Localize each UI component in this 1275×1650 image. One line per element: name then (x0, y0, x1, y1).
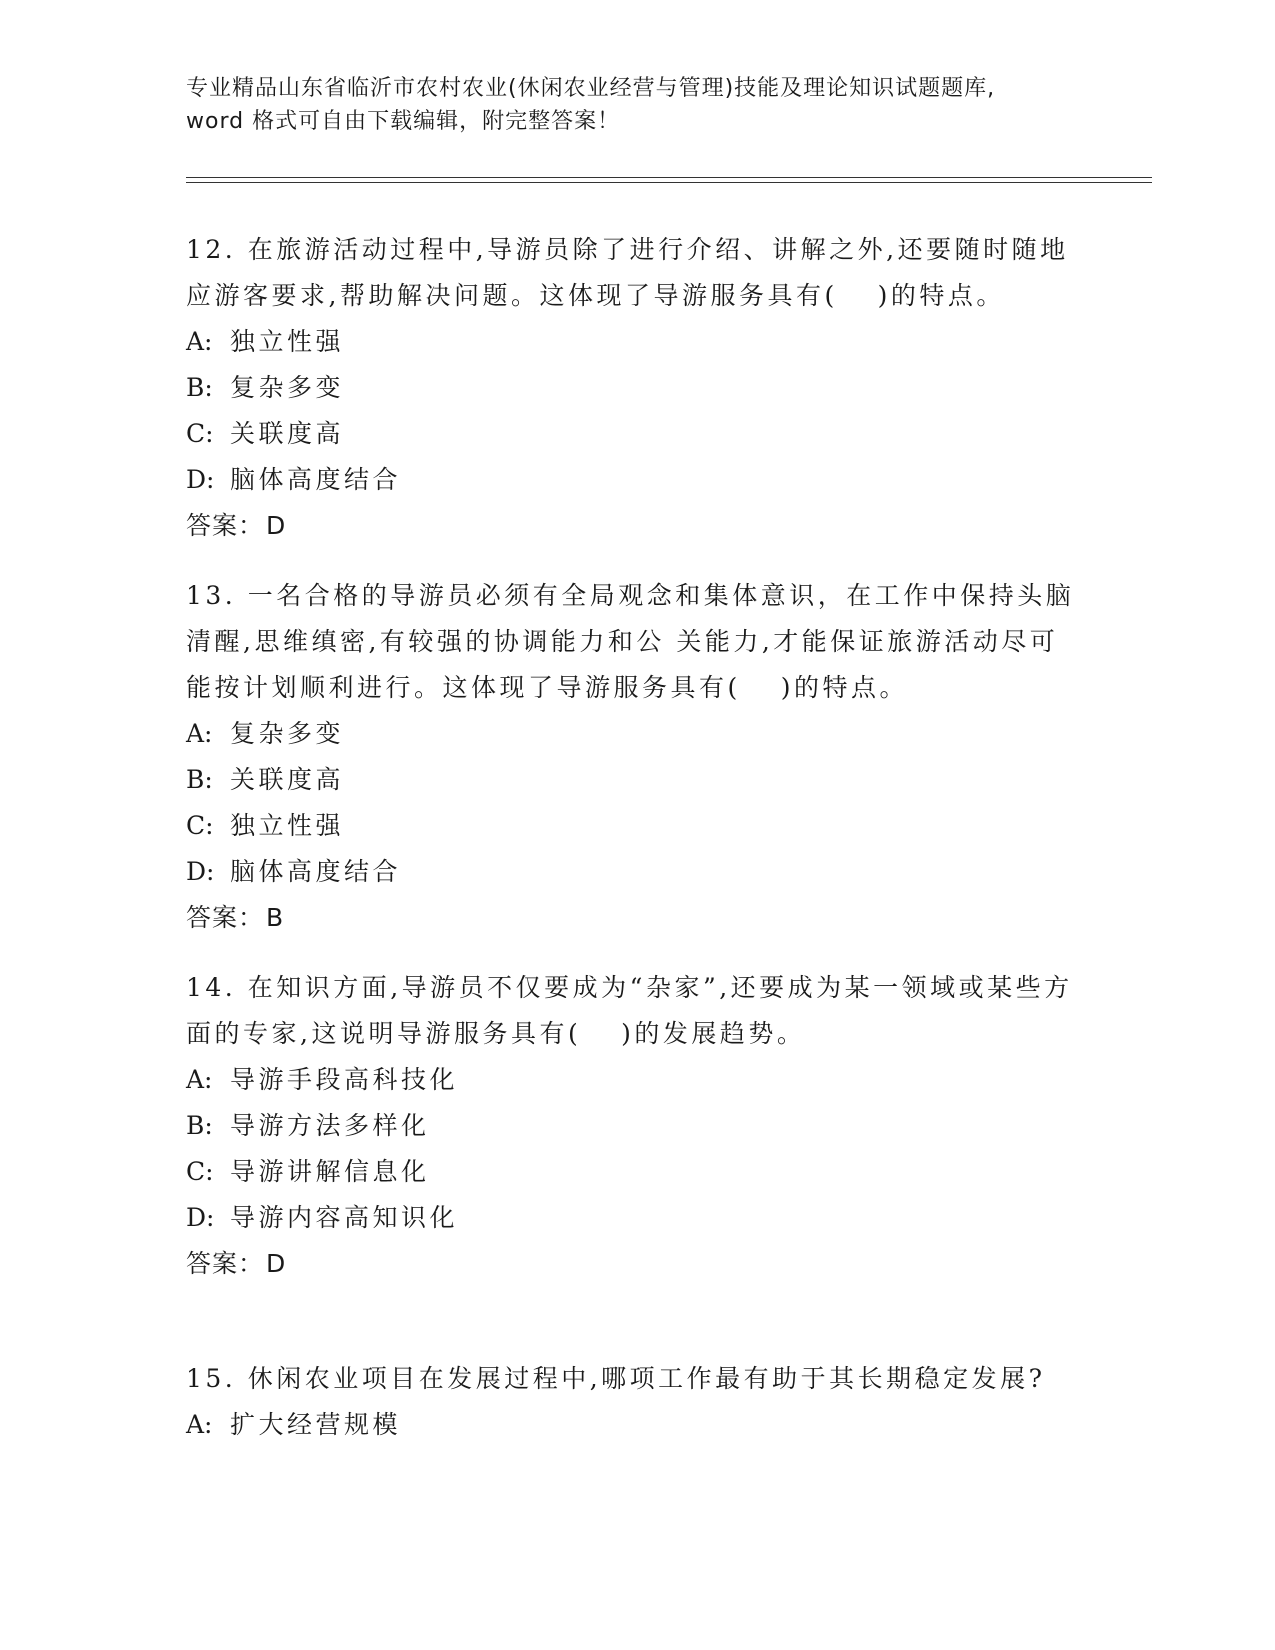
question-14 (186, 965, 1086, 1287)
question-text: 一名合格的导游员必须有全局观念和集体意识，在工作中保持头脑清醒,思维缜密,有较强的协调能力和公 关能力,才能保证旅游活动尽可能按计划顺利进行。这体现了导游服务具有( )的特点。 (186, 581, 1075, 702)
option-a (186, 319, 1086, 365)
question-stem (186, 573, 1086, 711)
document-header (186, 72, 1086, 138)
option-b (186, 365, 1086, 411)
answer-line (186, 503, 1086, 549)
option-label: D: (186, 857, 215, 886)
option-text: 扩大经营规模 (230, 1410, 402, 1439)
option-label: A: (186, 719, 213, 748)
option-b (186, 1103, 1086, 1149)
question-13 (186, 573, 1086, 941)
header-divider-top (186, 177, 1152, 178)
answer-value: D (266, 511, 287, 540)
answer-label: 答案： (186, 511, 265, 540)
option-c (186, 1149, 1086, 1195)
answer-value: B (266, 903, 285, 932)
option-a (186, 711, 1086, 757)
answer-label: 答案： (186, 903, 265, 932)
option-label: A: (186, 1410, 213, 1439)
answer-line (186, 1241, 1086, 1287)
question-stem (186, 227, 1086, 319)
question-number: 12. (186, 235, 237, 264)
header-line-1: 专业精品山东省临沂市农村农业(休闲农业经营与管理)技能及理论知识试题题库, (186, 76, 996, 101)
question-text: 在知识方面,导游员不仅要成为“杂家”,还要成为某一领域或某些方面的专家,这说明导游服务具有( )的发展趋势。 (186, 973, 1073, 1048)
answer-value: D (266, 1249, 287, 1278)
question-stem (186, 1356, 1086, 1402)
question-15 (186, 1356, 1086, 1448)
option-label: A: (186, 327, 213, 356)
option-c (186, 803, 1086, 849)
option-text: 独立性强 (230, 811, 345, 840)
header-line-2: word 格式可自由下载编辑，附完整答案！ (186, 109, 621, 134)
option-text: 导游手段高科技化 (230, 1065, 459, 1094)
option-label: D: (186, 1203, 215, 1232)
option-text: 导游方法多样化 (230, 1111, 430, 1140)
option-label: C: (186, 419, 214, 448)
option-text: 脑体高度结合 (230, 465, 402, 494)
option-text: 关联度高 (230, 419, 345, 448)
option-label: B: (186, 1111, 213, 1140)
option-text: 独立性强 (230, 327, 345, 356)
question-text: 休闲农业项目在发展过程中,哪项工作最有助于其长期稳定发展? (247, 1364, 1046, 1393)
option-c (186, 411, 1086, 457)
option-text: 复杂多变 (230, 373, 345, 402)
option-label: A: (186, 1065, 213, 1094)
option-label: D: (186, 465, 215, 494)
question-number: 14. (186, 973, 237, 1002)
option-text: 关联度高 (230, 765, 345, 794)
option-label: C: (186, 1157, 214, 1186)
question-stem (186, 965, 1086, 1057)
question-number: 15. (186, 1364, 237, 1393)
option-label: C: (186, 811, 214, 840)
option-text: 复杂多变 (230, 719, 345, 748)
option-a (186, 1057, 1086, 1103)
option-text: 导游讲解信息化 (230, 1157, 430, 1186)
option-b (186, 757, 1086, 803)
option-d (186, 457, 1086, 503)
question-text: 在旅游活动过程中,导游员除了进行介绍、讲解之外,还要随时随地应游客要求,帮助解决问题。这体现了导游服务具有( )的特点。 (186, 235, 1069, 310)
option-text: 导游内容高知识化 (230, 1203, 459, 1232)
answer-line (186, 895, 1086, 941)
option-a (186, 1402, 1086, 1448)
header-divider-bottom (186, 182, 1152, 183)
option-label: B: (186, 373, 213, 402)
question-number: 13. (186, 581, 237, 610)
option-text: 脑体高度结合 (230, 857, 402, 886)
answer-label: 答案： (186, 1249, 265, 1278)
option-d (186, 849, 1086, 895)
question-12 (186, 227, 1086, 549)
option-d (186, 1195, 1086, 1241)
option-label: B: (186, 765, 213, 794)
